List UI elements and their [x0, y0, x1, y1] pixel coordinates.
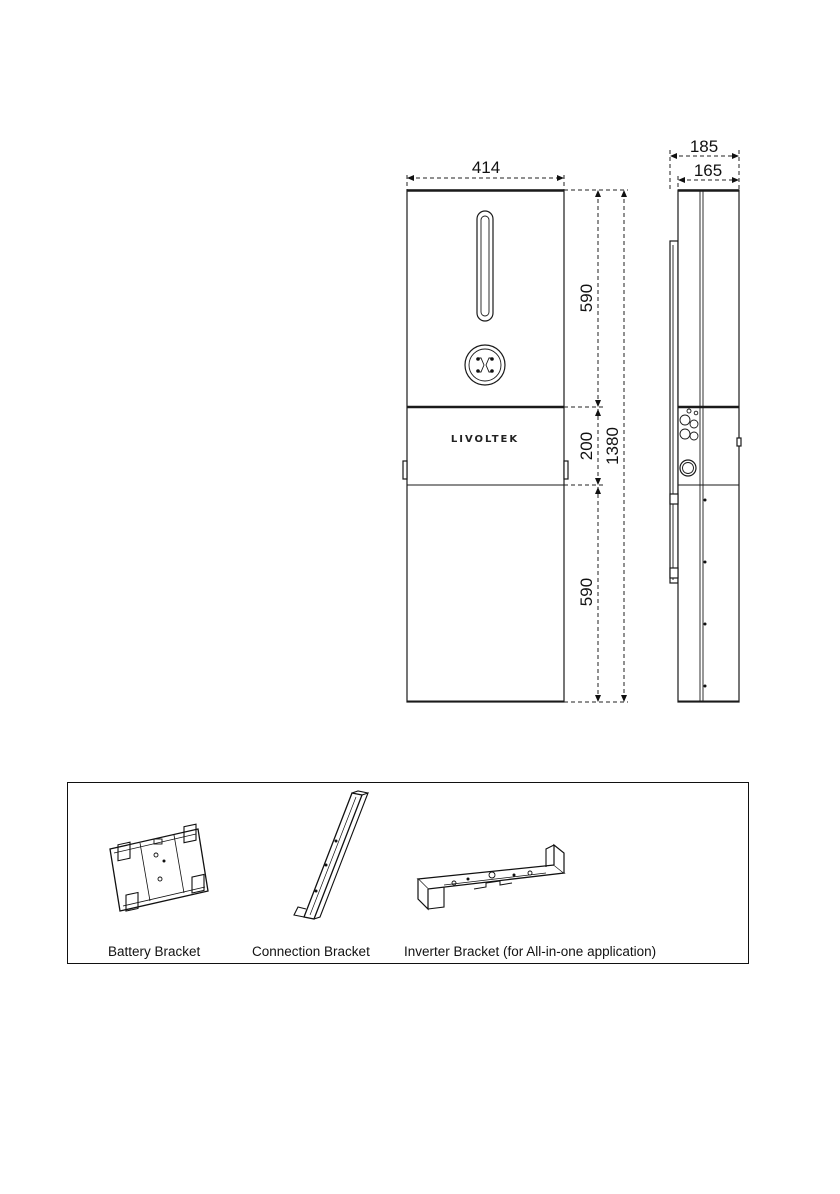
depth-total-label: 185 [689, 137, 719, 156]
width-dimension-label: 414 [471, 158, 501, 177]
battery-bracket-item [98, 783, 238, 963]
side-view [670, 137, 741, 702]
connection-bracket-item [250, 783, 400, 963]
accessory-label: Battery Bracket [108, 944, 201, 959]
total-height-label: 1380 [603, 427, 622, 465]
accessory-label: Connection Bracket [252, 944, 370, 959]
left-handle [403, 461, 407, 479]
inverter-bracket-item [404, 783, 704, 963]
front-view [403, 158, 628, 702]
battery-bracket-illustration [98, 783, 238, 933]
front-cabinet [407, 190, 564, 702]
accessories-panel [67, 782, 749, 964]
connection-bracket-illustration [250, 783, 400, 933]
side-cabinet [678, 190, 739, 702]
right-handle [564, 461, 568, 479]
accessory-label: Inverter Bracket (for All-in-one application) [404, 944, 657, 959]
battery-height-label: 590 [577, 577, 596, 607]
middle-height-label: 200 [577, 431, 596, 461]
brand-logo: LIVOLTEK [450, 434, 520, 445]
inverter-height-label: 590 [577, 283, 596, 313]
depth-body-label: 165 [693, 161, 723, 180]
inverter-bracket-illustration [404, 783, 584, 933]
